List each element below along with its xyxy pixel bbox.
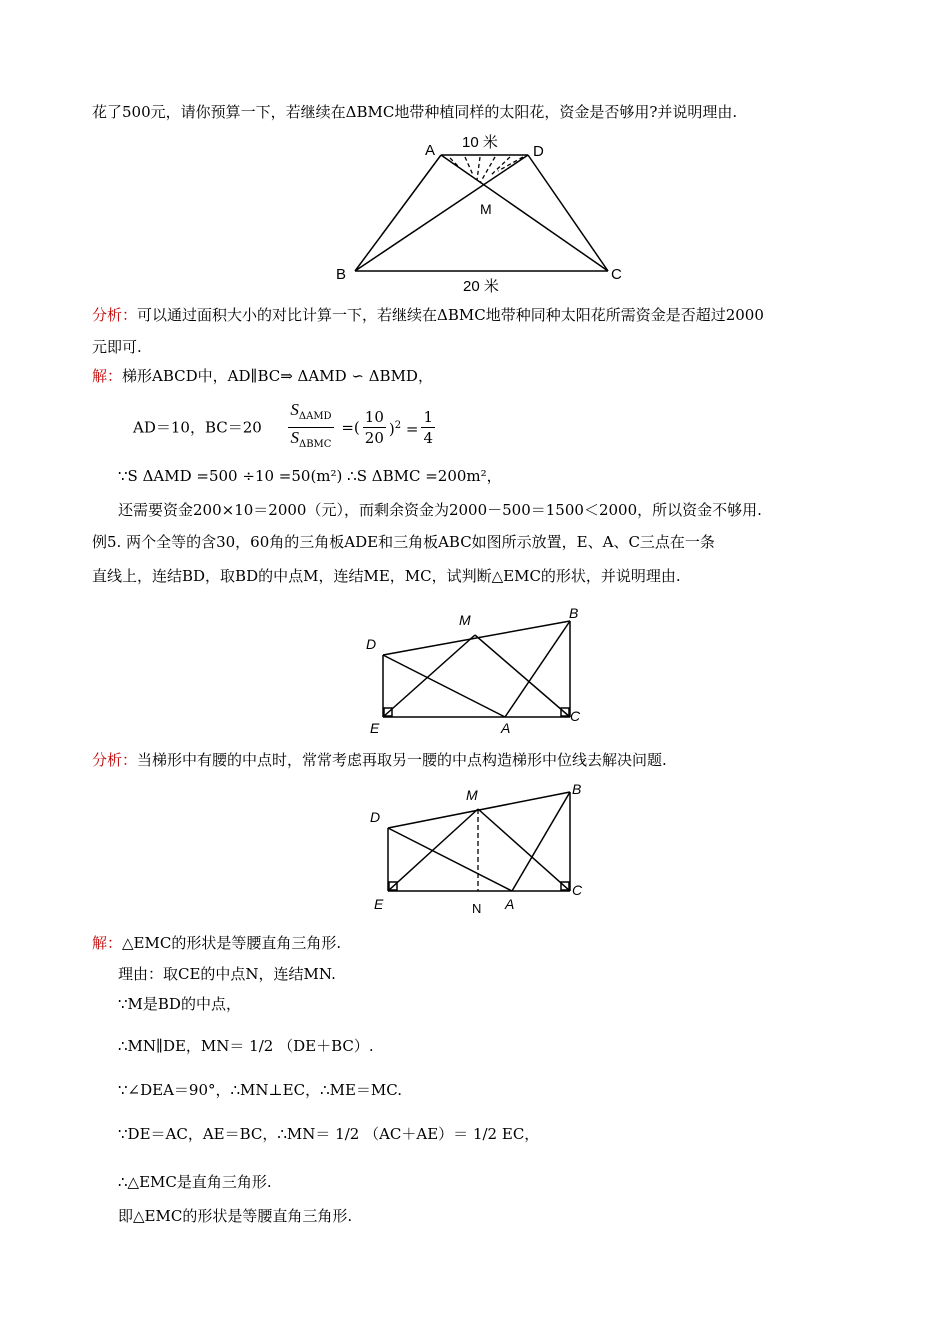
fig2-label-E: E: [370, 720, 380, 735]
solution-1-text: 梯形ABCD中，AD∥BC⇒ ΔAMD ∽ ΔBMD，: [122, 367, 433, 385]
example-5-line-2: 直线上，连结BD，取BD的中点M，连结ME，MC，试判断△EMC的形状，并说明理由.: [92, 567, 681, 585]
solution-1-given: AD＝10，BC＝20: [133, 418, 262, 437]
fig3-label-E: E: [374, 896, 384, 912]
solution-2-text: △EMC的形状是等腰直角三角形.: [122, 934, 342, 952]
reason-6: ∴△EMC是直角三角形.: [118, 1173, 272, 1191]
solution-1-money: 还需要资金200×10＝2000（元），而剩余资金为2000－500＝1500＜2000，所以资金不够用.: [118, 501, 762, 519]
solution-1-label: 解：: [92, 367, 123, 385]
analysis-2: [92, 750, 667, 770]
fig1-label-M: M: [480, 201, 492, 217]
reason-1: 理由：取CE的中点N，连结MN.: [118, 965, 336, 983]
solution-2: [92, 933, 341, 953]
solution-1: [92, 366, 433, 386]
reason-4: ∵∠DEA＝90°，∴MN⊥EC，∴ME＝MC.: [118, 1081, 402, 1099]
fig3-label-B: B: [572, 781, 582, 797]
quarter-fraction: $\frac{1}{4}$: [423, 408, 433, 447]
reason-5: ∵DE＝AC，AE＝BC，∴MN＝ 1/2 （AC＋AE）＝ 1/2 EC，: [118, 1125, 540, 1143]
fig2-label-M: M: [459, 612, 471, 628]
area-ratio-fraction: $\frac{S_{\Delta AMD}}{S_{\Delta BMC}}$: [290, 400, 332, 450]
analysis-1-text: 可以通过面积大小的对比计算一下，若继续在ΔBMC地带种同种太阳花所需资金是否超过2000: [137, 306, 764, 324]
analysis-1: [92, 305, 764, 325]
solution-1-equation: AD＝10，BC＝20 $\frac{S_{\Delta AMD}}{S_{\Delta BMC}}$ =( $\frac{10}{20}$ )$^2$ = $\frac{1}{4}$: [133, 400, 438, 455]
example-5-line-1: 例5. 两个全等的含30，60角的三角板ADE和三角板ABC如图所示放置，E、A、C三点在一条: [92, 533, 715, 551]
fig3-label-M: M: [466, 787, 478, 803]
fig3-label-N: N: [472, 901, 482, 916]
fig1-label-top: 10 米: [462, 134, 498, 151]
fig1-label-B: B: [336, 266, 347, 283]
analysis-2-label: 分析：: [92, 751, 138, 769]
fig1-label-A: A: [425, 142, 436, 159]
fig1-label-C: C: [611, 266, 622, 283]
analysis-1-cont: 元即可.: [92, 338, 142, 356]
analysis-2-text: 当梯形中有腰的中点时，常常考虑再取另一腰的中点构造梯形中位线去解决问题.: [137, 751, 667, 769]
reason-2: ∵M是BD的中点，: [118, 995, 241, 1013]
fig1-label-bottom: 20 米: [463, 278, 499, 295]
triangle-figure-2: [362, 778, 602, 923]
fig3-label-A: A: [505, 896, 515, 912]
solution-1-area: ∵S ΔAMD =500 ÷10 =50(m²) ∴S ΔBMC =200m²，: [118, 467, 502, 485]
fig2-label-C: C: [570, 708, 581, 724]
fig3-label-C: C: [572, 882, 583, 898]
trapezoid-figure: [330, 128, 630, 298]
side-ratio-fraction: $\frac{10}{20}$: [364, 408, 384, 447]
fig2-label-B: B: [569, 605, 579, 621]
fig2-label-A: A: [501, 720, 511, 735]
reason-7: 即△EMC的形状是等腰直角三角形.: [118, 1207, 353, 1225]
reason-3: ∴MN∥DE，MN＝ 1/2 （DE＋BC）.: [118, 1037, 374, 1055]
fig3-label-D: D: [370, 809, 381, 825]
text-line-intro: 花了500元，请你预算一下，若继续在ΔBMC地带种植同样的太阳花，资金是否够用?并说明理由.: [92, 103, 738, 121]
triangle-figure-1: [360, 605, 600, 735]
analysis-1-label: 分析：: [92, 306, 138, 324]
solution-2-label: 解：: [92, 934, 123, 952]
fig2-label-D: D: [366, 636, 377, 652]
fig1-label-D: D: [533, 143, 544, 160]
